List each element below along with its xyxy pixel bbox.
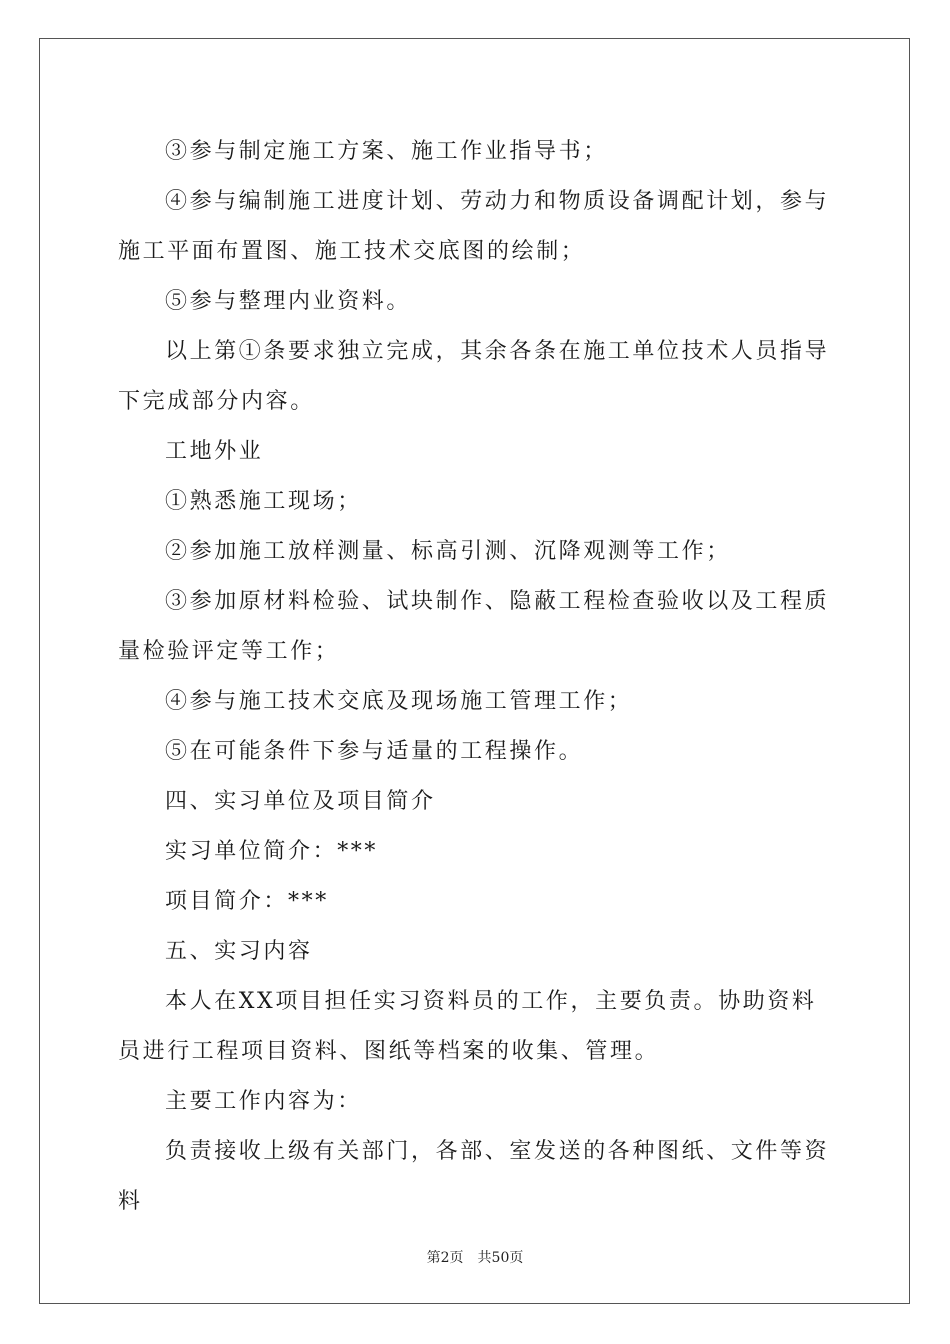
- paragraph-5: 工地外业: [165, 439, 264, 464]
- section-heading-4: 四、实习单位及项目简介: [165, 789, 436, 814]
- document-body: [118, 127, 834, 1227]
- paragraph-9: ④参与施工技术交底及现场施工管理工作；: [165, 689, 633, 714]
- paragraph-15: 本人在XX项目担任实习资料员的工作，主要负责。协助资料员进行工程项目资料、图纸等档案的收集、管理。: [118, 989, 817, 1064]
- paragraph-12: 实习单位简介：***: [165, 839, 379, 864]
- paragraph-8: ③参加原材料检验、试块制作、隐蔽工程检查验收以及工程质量检验评定等工作；: [118, 589, 830, 664]
- page-number: 第2页: [426, 1250, 464, 1266]
- paragraph-1: ③参与制定施工方案、施工作业指导书；: [165, 139, 608, 164]
- page-total: 共50页: [477, 1250, 524, 1266]
- paragraph-6: ①熟悉施工现场；: [165, 489, 362, 514]
- page-footer: [0, 1247, 950, 1267]
- paragraph-2: ④参与编制施工进度计划、劳动力和物质设备调配计划，参与施工平面布置图、施工技术交底图的绘制；: [118, 189, 830, 264]
- paragraph-10: ⑤在可能条件下参与适量的工程操作。: [165, 739, 584, 764]
- paragraph-3: ⑤参与整理内业资料。: [165, 289, 412, 314]
- paragraph-7: ②参加施工放样测量、标高引测、沉降观测等工作；: [165, 539, 731, 564]
- paragraph-4: 以上第①条要求独立完成，其余各条在施工单位技术人员指导下完成部分内容。: [118, 339, 830, 414]
- paragraph-16: 主要工作内容为：: [165, 1089, 362, 1114]
- paragraph-17: 负责接收上级有关部门，各部、室发送的各种图纸、文件等资料: [118, 1139, 830, 1214]
- section-heading-5: 五、实习内容: [165, 939, 313, 964]
- paragraph-13: 项目简介：***: [165, 889, 329, 914]
